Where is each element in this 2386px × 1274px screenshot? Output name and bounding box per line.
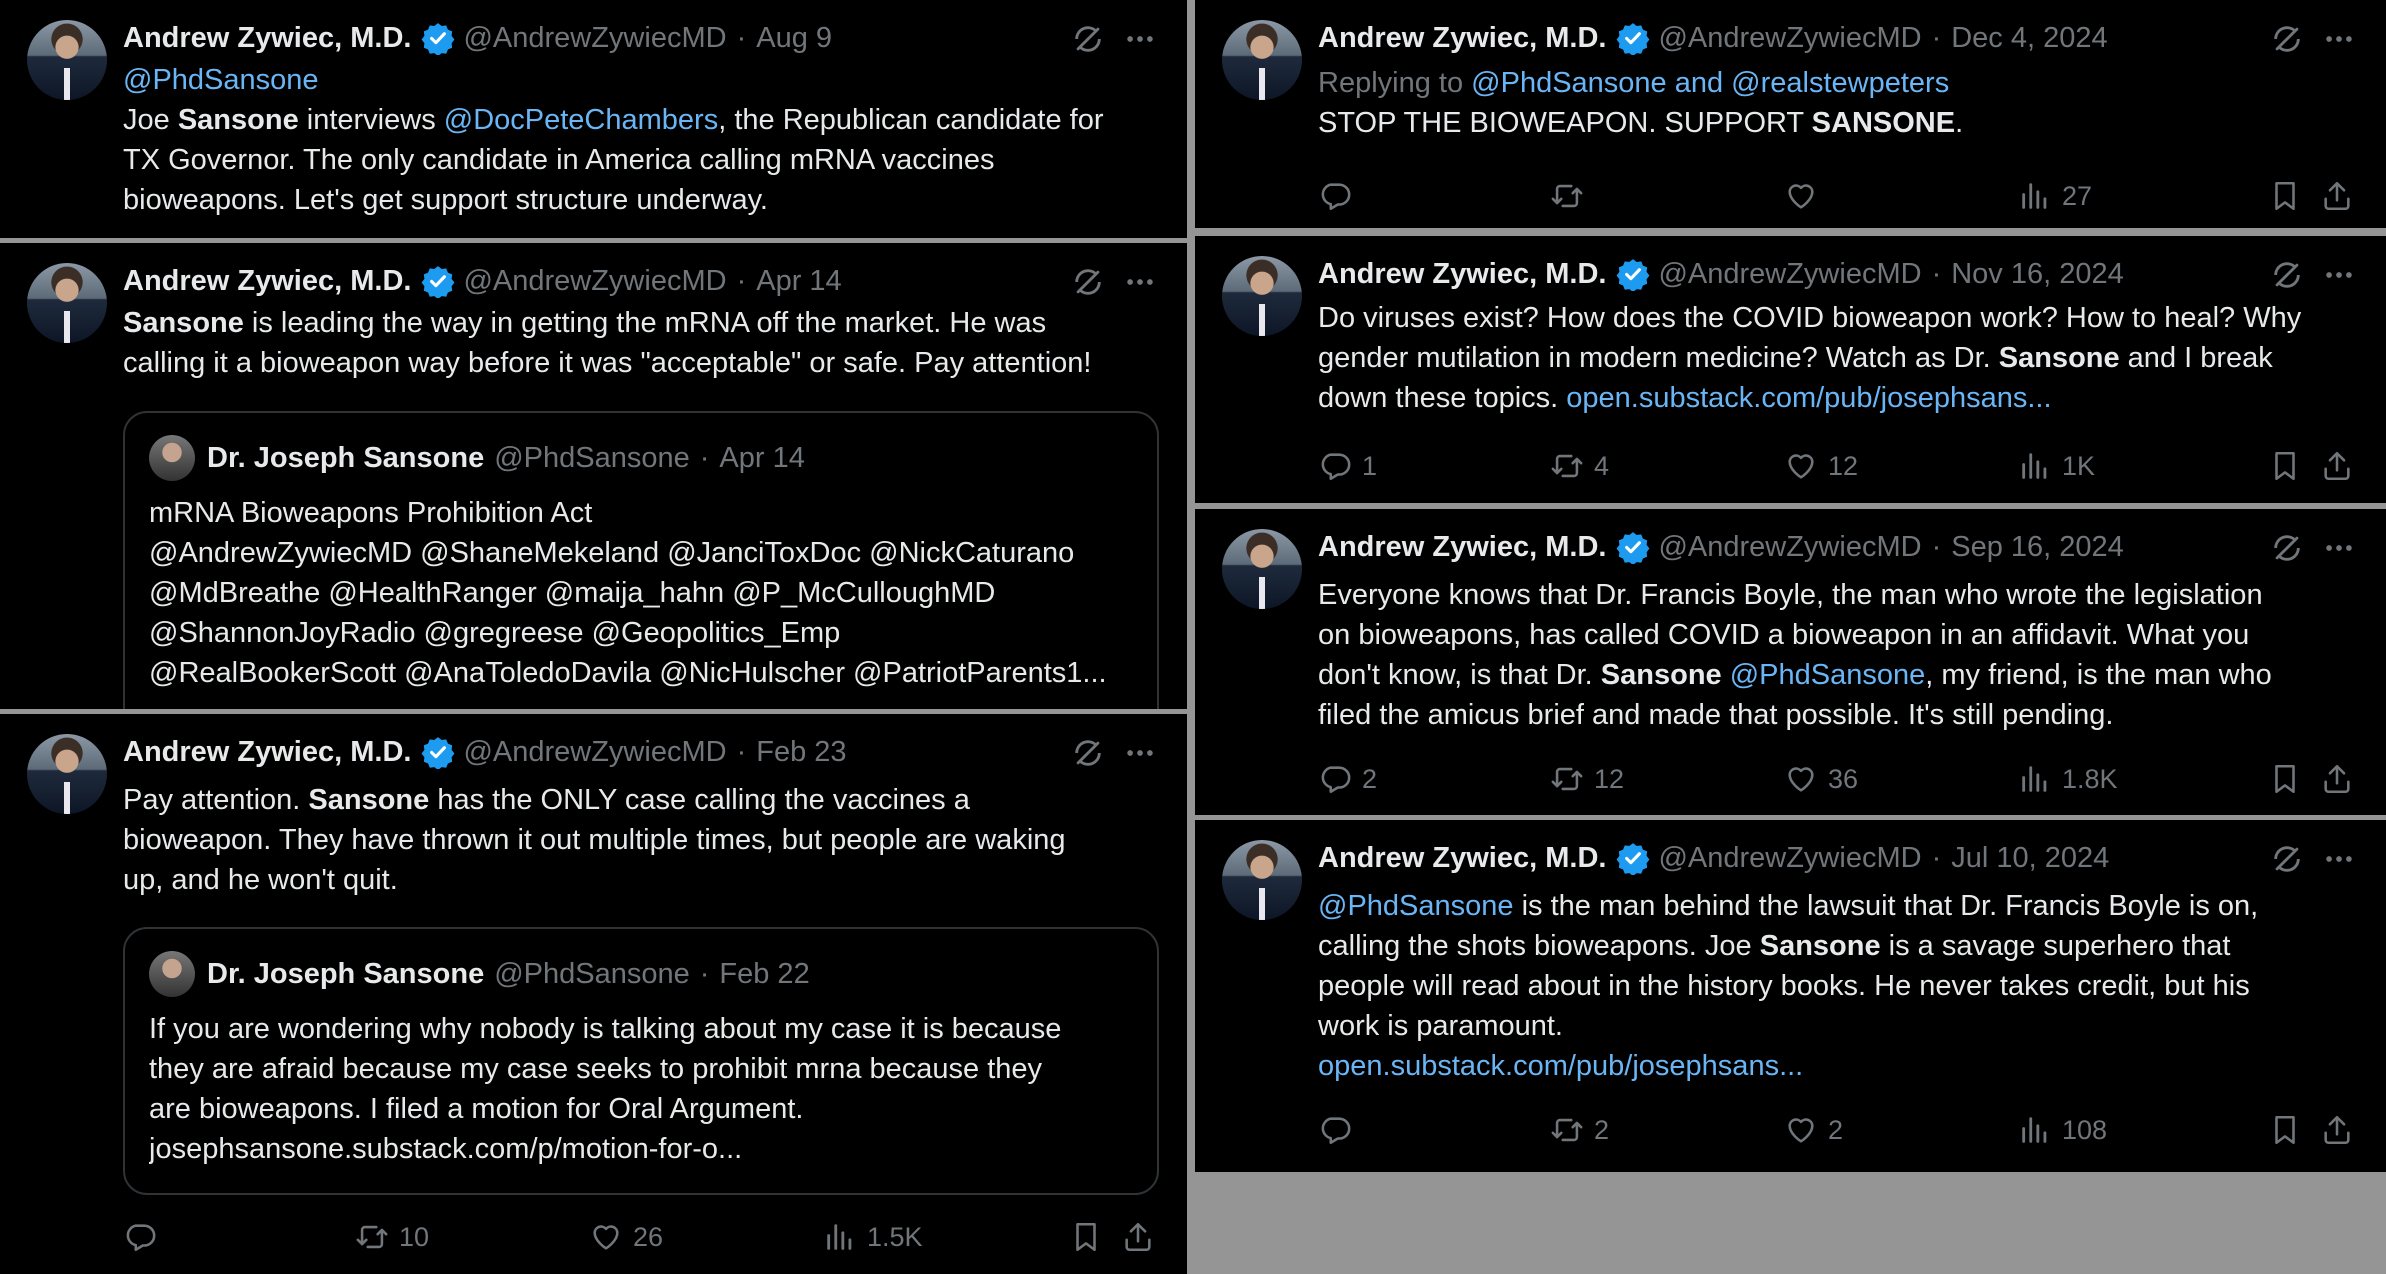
text-line [1318, 298, 2358, 338]
tweet-header [123, 18, 832, 58]
retweet-button[interactable] [355, 1217, 429, 1257]
views-icon [2018, 762, 2052, 796]
text-run: calling it a bioweapon way before it was "acceptable" or safe. Pay attention! [123, 347, 1092, 379]
retweet-button[interactable] [1550, 176, 1594, 216]
text-line [1318, 1006, 2358, 1046]
tweet-link[interactable]: @PhdSansone [1318, 890, 1514, 922]
text-line [1318, 886, 2358, 926]
views-button[interactable] [2018, 446, 2095, 486]
bookmark-button[interactable] [2268, 446, 2312, 486]
replying-to-label: Replying to [1318, 67, 1472, 99]
grok-icon[interactable] [1071, 22, 1105, 56]
retweet-icon [1550, 449, 1584, 483]
text-line [123, 140, 1159, 180]
tweet-header [1318, 527, 2124, 567]
tweet-date[interactable]: Aug 9 [756, 21, 833, 54]
tweet-text [1318, 886, 2358, 1086]
tweet-header [123, 261, 842, 301]
verified-badge-icon [1616, 21, 1650, 55]
tweet-text [123, 780, 1159, 900]
views-count: 1K [2062, 450, 2096, 481]
more-icon[interactable] [2322, 842, 2356, 876]
text-line [1318, 1046, 2358, 1086]
grok-icon[interactable] [2270, 531, 2304, 565]
text-line [1318, 378, 2358, 418]
share-icon [2320, 179, 2354, 213]
author-name[interactable]: Andrew Zywiec, M.D. [123, 735, 412, 768]
retweet-icon [1550, 179, 1584, 213]
author-name[interactable]: Andrew Zywiec, M.D. [1318, 257, 1607, 290]
retweet-button[interactable] [1550, 759, 1624, 799]
reply-icon [1318, 762, 1352, 796]
text-line [123, 60, 1159, 100]
quoted-author-handle[interactable]: @PhdSansone [494, 441, 690, 474]
grok-icon[interactable] [2270, 842, 2304, 876]
bookmark-button[interactable] [2268, 759, 2312, 799]
views-button[interactable] [2018, 759, 2118, 799]
tweet-text [1318, 298, 2358, 418]
text-run: work is paramount. [1318, 1010, 1563, 1042]
quoted-text-line: are bioweapons. I filed a motion for Oral Argument. [149, 1093, 804, 1125]
grok-icon[interactable] [2270, 22, 2304, 56]
avatar[interactable] [27, 20, 107, 100]
separator-dot: · [1931, 841, 1942, 874]
grok-icon[interactable] [2270, 258, 2304, 292]
views-icon [823, 1220, 857, 1254]
bookmark-button[interactable] [1069, 1217, 1113, 1257]
tweet-card[interactable] [1195, 236, 2386, 503]
quoted-tweet-header [149, 435, 805, 481]
like-count: 2 [1828, 1114, 1844, 1145]
tweet-header [1318, 254, 2124, 294]
grok-icon[interactable] [1071, 265, 1105, 299]
text-run: people will read about in the history books. He never takes credit, but his [1318, 970, 2250, 1002]
retweet-icon [1550, 1113, 1584, 1147]
like-icon [1784, 1113, 1818, 1147]
avatar[interactable] [27, 734, 107, 814]
quoted-text-line: @ShannonJoyRadio @gregreese @Geopolitics_Emp [149, 617, 841, 649]
text-run: up, and he won't quit. [123, 864, 398, 896]
quoted-text-line: josephsansone.substack.com/p/motion-for-o... [149, 1133, 743, 1165]
verified-badge-icon [1616, 530, 1650, 564]
quoted-avatar[interactable] [149, 951, 195, 997]
avatar[interactable] [1222, 20, 1302, 100]
bookmark-icon [2268, 1113, 2302, 1147]
share-icon [2320, 1113, 2354, 1147]
text-line [1318, 695, 2358, 735]
text-run: and I break [2119, 342, 2273, 374]
tweet-actions [123, 1217, 1165, 1257]
reply-button[interactable] [1318, 1110, 1362, 1150]
text-run: bioweapons. Let's get support structure underway. [123, 184, 768, 216]
separator-dot: · [736, 264, 747, 297]
text-run: STOP THE BIOWEAPON. SUPPORT [1318, 107, 1812, 139]
quoted-author-handle[interactable]: @PhdSansone [494, 957, 690, 990]
tweet-text [123, 60, 1159, 220]
tweet-header [1318, 18, 2108, 58]
share-button[interactable] [2320, 446, 2364, 486]
more-icon[interactable] [2322, 258, 2356, 292]
quoted-text-line: they are afraid because my case seeks to prohibit mrna because they [149, 1053, 1043, 1085]
quoted-author-name[interactable]: Dr. Joseph Sansone [207, 441, 485, 474]
verified-badge-icon [421, 735, 455, 769]
reply-button[interactable] [1318, 176, 1362, 216]
views-count: 1.8K [2062, 763, 2118, 794]
tweet-card[interactable] [1195, 509, 2386, 815]
more-icon[interactable] [2322, 22, 2356, 56]
text-run: , my friend, is the man who [1925, 659, 2272, 691]
views-icon [2018, 1113, 2052, 1147]
bookmark-icon [2268, 762, 2302, 796]
text-line [1318, 926, 2358, 966]
views-icon [2018, 179, 2052, 213]
retweet-icon [355, 1220, 389, 1254]
reply-count: 2 [1362, 763, 1378, 794]
retweet-button[interactable] [1550, 446, 1609, 486]
like-count: 12 [1828, 450, 1859, 481]
tweet-text [1318, 575, 2358, 735]
retweet-icon [1550, 762, 1584, 796]
grok-icon[interactable] [1071, 736, 1105, 770]
tweet-date[interactable]: Apr 14 [756, 264, 842, 297]
quoted-date[interactable]: Feb 22 [719, 957, 810, 990]
tweet-header [1318, 838, 2109, 878]
more-icon[interactable] [1123, 736, 1157, 770]
quoted-tweet[interactable] [123, 411, 1159, 709]
tweet-actions [1318, 446, 2364, 486]
tweet-header [123, 732, 847, 772]
tweet-card[interactable] [0, 0, 1187, 238]
share-icon [1121, 1220, 1155, 1254]
text-line [1318, 615, 2358, 655]
author-handle[interactable]: @AndrewZywiecMD [1658, 841, 1922, 874]
text-run: Joe [123, 104, 178, 136]
text-run: down these topics. [1318, 382, 1567, 414]
reply-icon [123, 1220, 157, 1254]
author-handle[interactable]: @AndrewZywiecMD [1658, 530, 1922, 563]
text-run: calling the shots bioweapons. Joe [1318, 930, 1760, 962]
avatar[interactable] [1222, 529, 1302, 609]
tweet-date[interactable]: Feb 23 [756, 735, 847, 768]
quoted-author-name[interactable]: Dr. Joseph Sansone [207, 957, 485, 990]
separator-dot: · [699, 441, 710, 474]
retweet-count: 2 [1594, 1114, 1610, 1145]
quoted-text-line: @RealBookerScott @AnaToledoDavila @NicHulscher @PatriotParents1... [149, 657, 1107, 689]
text-run: Do viruses exist? How does the COVID bioweapon work? How to heal? Why [1318, 302, 2302, 334]
tweet-text [1318, 63, 2358, 143]
author-handle[interactable]: @AndrewZywiecMD [1658, 257, 1922, 290]
tweet-date[interactable]: Jul 10, 2024 [1951, 841, 2110, 874]
quoted-tweet-header [149, 951, 810, 997]
text-run: gender mutilation in modern medicine? Watch as Dr. [1318, 342, 1999, 374]
tweet-text [123, 303, 1159, 383]
share-icon [2320, 762, 2354, 796]
reply-icon [1318, 449, 1352, 483]
quoted-tweet[interactable] [123, 927, 1159, 1195]
share-button[interactable] [2320, 176, 2364, 216]
quoted-text-line: @MdBreathe @HealthRanger @maija_hahn @P_McCulloughMD [149, 577, 996, 609]
author-handle[interactable]: @AndrewZywiecMD [463, 735, 727, 768]
text-run: on bioweapons, has called COVID a bioweapon in an affidavit. What you [1318, 619, 2250, 651]
bookmark-button[interactable] [2268, 1110, 2312, 1150]
text-run: is the man behind the lawsuit that Dr. Francis Boyle is on, [1513, 890, 2259, 922]
views-button[interactable] [2018, 1110, 2107, 1150]
tweet-card[interactable] [1195, 0, 2386, 228]
retweet-button[interactable] [1550, 1110, 1609, 1150]
text-line [1318, 103, 2358, 143]
tweet-card[interactable] [1195, 820, 2386, 1172]
verified-badge-icon [1616, 841, 1650, 875]
quoted-text-line: mRNA Bioweapons Prohibition Act [149, 497, 593, 529]
like-icon [1784, 449, 1818, 483]
tweet-date[interactable]: Dec 4, 2024 [1951, 21, 2108, 54]
views-count: 27 [2062, 180, 2093, 211]
like-button[interactable] [1784, 446, 1858, 486]
author-handle[interactable]: @AndrewZywiecMD [463, 264, 727, 297]
text-line [1318, 575, 2358, 615]
more-icon[interactable] [1123, 265, 1157, 299]
author-name[interactable]: Andrew Zywiec, M.D. [1318, 530, 1607, 563]
bookmark-icon [2268, 179, 2302, 213]
quoted-tweet-text [149, 493, 1137, 693]
views-button[interactable] [2018, 176, 2092, 216]
like-button[interactable] [1784, 1110, 1843, 1150]
separator-dot: · [1931, 530, 1942, 563]
retweet-count: 12 [1594, 763, 1625, 794]
share-button[interactable] [2320, 759, 2364, 799]
highlighted-term: Sansone [1998, 342, 2120, 374]
highlighted-term: Sansone [1759, 930, 1881, 962]
text-line [1318, 338, 2358, 378]
like-button[interactable] [1784, 759, 1858, 799]
views-button[interactable] [823, 1217, 923, 1257]
text-line [1318, 655, 2358, 695]
tweet-actions [1318, 176, 2364, 216]
separator-dot: · [736, 21, 747, 54]
highlighted-term: SANSONE [1811, 107, 1956, 139]
more-icon[interactable] [2322, 531, 2356, 565]
verified-badge-icon [421, 264, 455, 298]
like-count: 36 [1828, 763, 1859, 794]
tweet-actions [1318, 1110, 2364, 1150]
like-count: 26 [633, 1221, 664, 1252]
verified-badge-icon [1616, 257, 1650, 291]
share-button[interactable] [2320, 1110, 2364, 1150]
author-handle[interactable]: @AndrewZywiecMD [463, 21, 727, 54]
author-name[interactable]: Andrew Zywiec, M.D. [123, 21, 412, 54]
text-run: Everyone knows that Dr. Francis Boyle, the man who wrote the legislation [1318, 579, 2263, 611]
like-icon [1784, 762, 1818, 796]
text-line [123, 343, 1159, 383]
reply-button[interactable] [1318, 446, 1377, 486]
verified-badge-icon [421, 21, 455, 55]
author-name[interactable]: Andrew Zywiec, M.D. [1318, 841, 1607, 874]
text-run [1722, 659, 1730, 691]
tweet-date[interactable]: Sep 16, 2024 [1951, 530, 2124, 563]
text-run: is a savage superhero that [1880, 930, 2231, 962]
like-icon [1784, 179, 1818, 213]
quoted-text-line: @AndrewZywiecMD @ShaneMekeland @JanciToxDoc @NickCaturano [149, 537, 1075, 569]
reply-button[interactable] [123, 1217, 167, 1257]
text-run: interviews [298, 104, 444, 136]
more-icon[interactable] [1123, 22, 1157, 56]
retweet-count: 10 [399, 1221, 430, 1252]
text-line [123, 820, 1159, 860]
reply-icon [1318, 1113, 1352, 1147]
quoted-date[interactable]: Apr 14 [719, 441, 805, 474]
reply-button[interactable] [1318, 759, 1377, 799]
like-icon [589, 1220, 623, 1254]
text-line [1318, 966, 2358, 1006]
highlighted-term: Sansone [123, 307, 244, 339]
text-run: , the Republican candidate for [718, 104, 1104, 136]
text-line [123, 303, 1159, 343]
tweet-card[interactable] [0, 714, 1187, 1274]
retweet-count: 4 [1594, 450, 1610, 481]
text-line [123, 780, 1159, 820]
tweet-link[interactable]: @PhdSansone [1729, 659, 1926, 691]
author-name[interactable]: Andrew Zywiec, M.D. [1318, 21, 1607, 54]
reply-icon [1318, 179, 1352, 213]
bookmark-icon [1069, 1220, 1103, 1254]
text-run: Pay attention. [123, 784, 309, 816]
views-count: 108 [2062, 1114, 2108, 1145]
avatar[interactable] [1222, 256, 1302, 336]
separator-dot: · [1931, 21, 1942, 54]
highlighted-term: Sansone [308, 784, 430, 816]
text-run: bioweapon. They have thrown it out multiple times, but people are waking [123, 824, 1066, 856]
quoted-avatar[interactable] [149, 435, 195, 481]
tweet-link[interactable]: @PhdSansone and @realstewpeters [1471, 67, 1950, 99]
text-run: don't know, is that Dr. [1318, 659, 1601, 691]
quoted-tweet-text [149, 1009, 1137, 1169]
text-run: TX Governor. The only candidate in America calling mRNA vaccines [123, 144, 995, 176]
text-run: has the ONLY case calling the vaccines a [429, 784, 970, 816]
like-button[interactable] [589, 1217, 663, 1257]
avatar[interactable] [1222, 840, 1302, 920]
text-line [123, 860, 1159, 900]
bookmark-icon [2268, 449, 2302, 483]
separator-dot: · [699, 957, 710, 990]
highlighted-term: Sansone [177, 104, 299, 136]
author-handle[interactable]: @AndrewZywiecMD [1658, 21, 1922, 54]
tweet-link[interactable]: open.substack.com/pub/josephsans... [1566, 382, 2052, 414]
text-run: filed the amicus brief and made that possible. It's still pending. [1318, 699, 2114, 731]
share-icon [2320, 449, 2354, 483]
tweet-actions [1318, 759, 2364, 799]
separator-dot: · [736, 735, 747, 768]
text-line [1318, 63, 2358, 103]
tweet-link[interactable]: @PhdSansone [123, 64, 319, 96]
text-line [123, 100, 1159, 140]
text-run: is leading the way in getting the mRNA off the market. He was [243, 307, 1047, 339]
tweet-card[interactable] [0, 243, 1187, 709]
views-icon [2018, 449, 2052, 483]
text-run: . [1955, 107, 1964, 139]
avatar[interactable] [27, 263, 107, 343]
share-button[interactable] [1121, 1217, 1165, 1257]
like-button[interactable] [1784, 176, 1828, 216]
tweet-date[interactable]: Nov 16, 2024 [1951, 257, 2124, 290]
text-line [123, 180, 1159, 220]
author-name[interactable]: Andrew Zywiec, M.D. [123, 264, 412, 297]
highlighted-term: Sansone [1600, 659, 1722, 691]
bookmark-button[interactable] [2268, 176, 2312, 216]
tweet-link[interactable]: open.substack.com/pub/josephsans... [1318, 1050, 1804, 1082]
separator-dot: · [1931, 257, 1942, 290]
reply-count: 1 [1362, 450, 1378, 481]
quoted-text-line: If you are wondering why nobody is talking about my case it is because [149, 1013, 1062, 1045]
tweet-link[interactable]: @DocPeteChambers [443, 104, 719, 136]
views-count: 1.5K [867, 1221, 923, 1252]
